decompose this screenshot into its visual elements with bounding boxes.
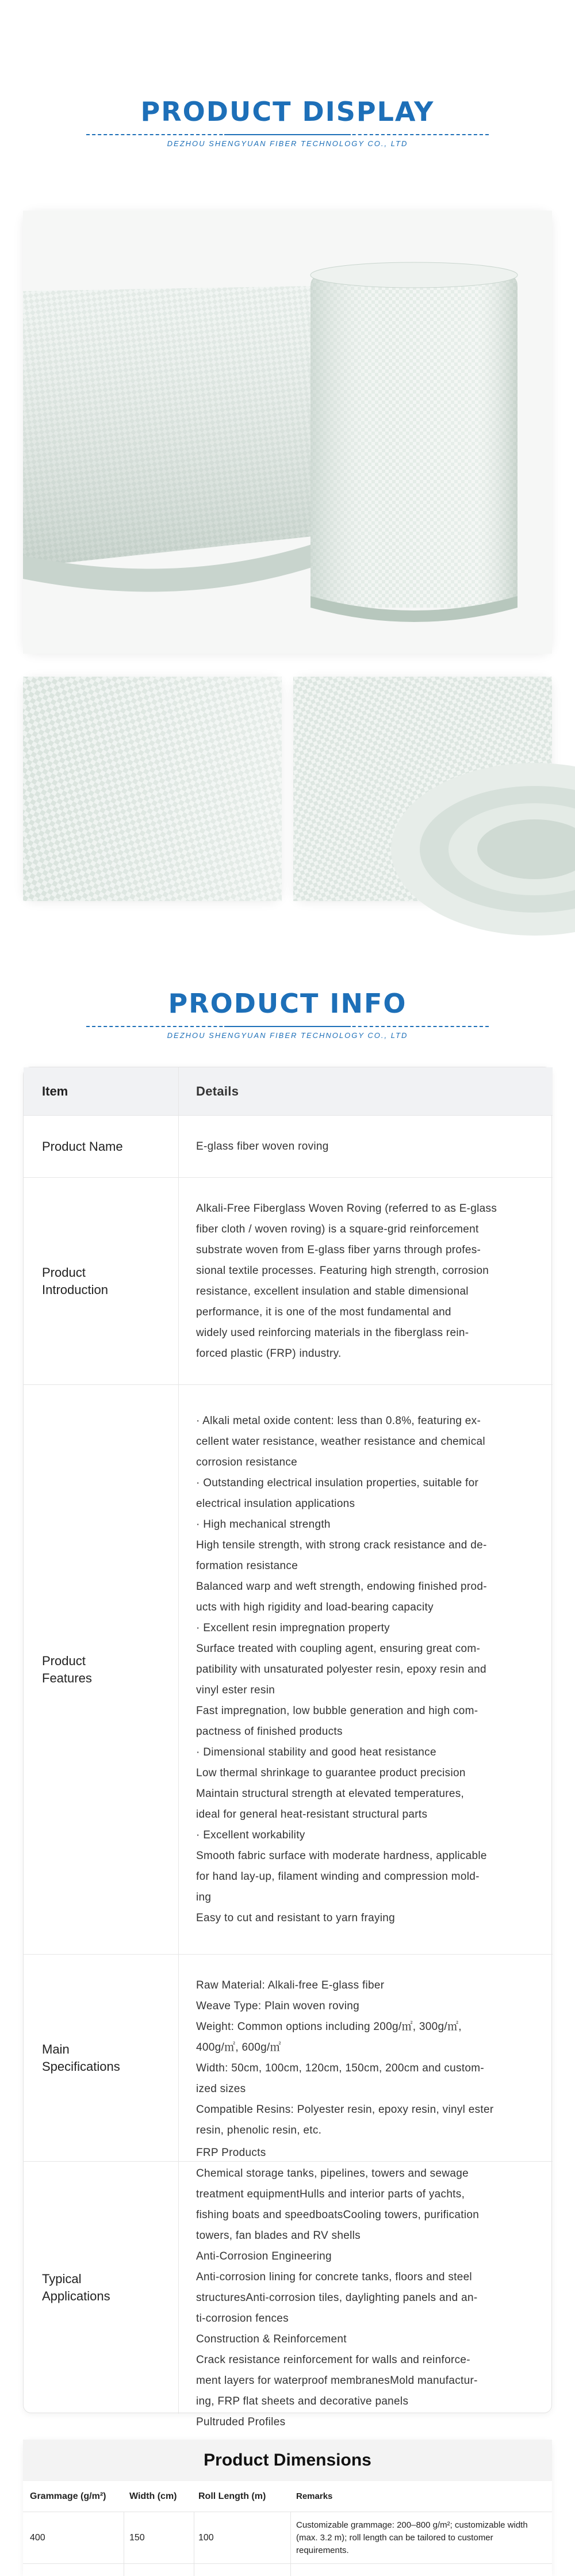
display-heading (0, 96, 575, 148)
row-label: Product Features (24, 1385, 179, 1954)
table-row-introduction (24, 1178, 553, 1385)
detail-line: forced plastic (FRP) industry. (196, 1347, 342, 1360)
detail-line: Maintain structural strength at elevated temperatures, (196, 1787, 465, 1800)
detail-line: treatment equipmentHulls and interior parts of yachts, (196, 2188, 465, 2200)
detail-line: Fast impregnation, low bubble generation and high com- (196, 1704, 478, 1717)
row-details (179, 1955, 553, 2161)
detail-line: Smooth fabric surface with moderate hardness, applicable (196, 1849, 487, 1862)
detail-line: · Dimensional stability and good heat resistance (196, 1746, 436, 1758)
detail-line: Compatible Resins: Polyester resin, epoxy resin, vinyl ester (196, 2103, 494, 2116)
table-row-applications (24, 2147, 553, 2428)
detail-line: ing (196, 1891, 212, 1903)
detail-line: FRP Products (196, 2147, 266, 2159)
table-row-specifications (24, 1955, 553, 2162)
dim-grammage: 400 (30, 2532, 45, 2543)
detail-line: Chemical storage tanks, pipelines, towers and sewage (196, 2167, 469, 2180)
row-label: Product Introduction (24, 1178, 179, 1384)
detail-line: ti-corrosion fences (196, 2312, 289, 2325)
detail-line: Balanced warp and weft strength, endowing finished prod- (196, 1580, 487, 1593)
detail-line: · Excellent resin impregnation property (196, 1621, 390, 1634)
detail-line: ment layers for waterproof membranesMold manufactur- (196, 2375, 478, 2387)
info-divider (86, 1024, 489, 1029)
product-photo-detail-right (293, 677, 552, 901)
product-dimensions-table (23, 2440, 552, 2576)
detail-line: substrate woven from E-glass fiber yarns through profes- (196, 1243, 481, 1256)
detail-line: High tensile strength, with strong crack resistance and de- (196, 1539, 487, 1551)
detail-line: · High mechanical strength (196, 1518, 331, 1531)
table-header-row (24, 1067, 553, 1116)
detail-line: resistance, excellent insulation and stable dimensional (196, 1285, 469, 1297)
detail-line: resin, phenolic resin, etc. (196, 2124, 322, 2136)
detail-line: Anti-corrosion lining for concrete tanks, floors and steel (196, 2271, 472, 2283)
row-label: Typical Applications (24, 2162, 179, 2414)
detail-line: · Outstanding electrical insulation properties, suitable for (196, 1476, 479, 1489)
row-label: Main Specifications (24, 1955, 179, 2161)
detail-line: formation resistance (196, 1559, 298, 1572)
dim-header-width: Width (cm) (129, 2491, 177, 2501)
product-info-table (23, 1067, 552, 2428)
detail-line: sional textile processes. Featuring high strength, corrosion (196, 1264, 489, 1277)
detail-line: Crack resistance reinforcement for walls and reinforce- (196, 2354, 470, 2366)
detail-line: vinyl ester resin (196, 1684, 275, 1696)
detail-line: E-glass fiber woven roving (196, 1140, 329, 1152)
detail-line: Anti-Corrosion Engineering (196, 2250, 332, 2262)
detail-line: Surface treated with coupling agent, ensuring great com- (196, 1642, 481, 1655)
detail-line: structuresAnti-corrosion tiles, daylighting panels and an- (196, 2292, 478, 2304)
detail-line: electrical insulation applications (196, 1497, 355, 1510)
detail-line: Width: 50cm, 100cm, 120cm, 150cm, 200cm and custom- (196, 2062, 485, 2074)
detail-line: pactness of finished products (196, 1725, 343, 1738)
row-details (179, 1385, 553, 1954)
dim-column-divider (290, 2512, 291, 2576)
detail-line: towers, fan blades and RV shells (196, 2230, 361, 2242)
detail-line: ucts with high rigidity and load-bearing capacity (196, 1601, 434, 1613)
detail-line: ing, FRP flat sheets and decorative panels (196, 2395, 409, 2407)
dimensions-title: Product Dimensions (23, 2440, 552, 2481)
detail-line: widely used reinforcing materials in the fiberglass rein- (196, 1326, 469, 1339)
dim-header-roll-length: Roll Length (m) (198, 2491, 266, 2501)
detail-line: Low thermal shrinkage to guarantee product precision (196, 1766, 466, 1779)
display-subtitle: DEZHOU SHENGYUAN FIBER TECHNOLOGY CO., LTD (167, 139, 408, 148)
display-divider (86, 132, 489, 137)
dim-header-grammage: Grammage (g/m²) (30, 2491, 106, 2501)
detail-line: Weave Type: Plain woven roving (196, 1999, 359, 2012)
dim-roll-length: 100 (198, 2532, 214, 2543)
detail-line: 400g/㎡, 600g/㎡ (196, 2041, 281, 2054)
dimensions-row (23, 2512, 552, 2564)
info-title: PRODUCT INFO (168, 988, 407, 1019)
row-details (179, 1116, 553, 1177)
detail-line: performance, it is one of the most fundamental and (196, 1306, 451, 1318)
product-photo-detail-left (23, 677, 282, 901)
header-item: Item (24, 1067, 179, 1115)
detail-line: corrosion resistance (196, 1456, 298, 1468)
display-title: PRODUCT DISPLAY (140, 96, 435, 127)
dim-remarks: Customizable grammage: 200–800 g/m²; customizable width (max. 3.2 m); roll length can be tailored to customer requirements. (296, 2520, 528, 2555)
detail-line: Weight: Common options including 200g/㎡, 300g/㎡, (196, 2020, 462, 2033)
detail-line: Easy to cut and resistant to yarn fraying (196, 1911, 396, 1924)
detail-line: Pultruded Profiles (196, 2416, 286, 2428)
product-photo-main (23, 211, 552, 654)
dimensions-header-row (23, 2481, 552, 2512)
dim-width: 150 (129, 2532, 145, 2543)
info-heading (0, 987, 575, 1040)
table-row-features (24, 1385, 553, 1955)
row-details (179, 1178, 553, 1384)
detail-line: ideal for general heat-resistant structural parts (196, 1808, 428, 1821)
row-label: Product Name (24, 1116, 179, 1177)
detail-line: for hand lay-up, filament winding and compression mold- (196, 1870, 480, 1883)
dim-header-remarks: Remarks (296, 2491, 333, 2501)
row-details (179, 2147, 553, 2428)
header-details: Details (196, 1083, 239, 1098)
detail-line: fiber cloth / woven roving) is a square-grid reinforcement (196, 1223, 479, 1235)
detail-line: Construction & Reinforcement (196, 2333, 347, 2345)
detail-line: Alkali-Free Fiberglass Woven Roving (referred to as E-glass (196, 1202, 497, 1215)
detail-line: Raw Material: Alkali-free E-glass fiber (196, 1979, 385, 1991)
detail-line: fishing boats and speedboatsCooling towers, purification (196, 2209, 480, 2221)
table-row-product-name (24, 1116, 553, 1178)
detail-line: patibility with unsaturated polyester resin, epoxy resin and (196, 1663, 486, 1676)
detail-line: · Alkali metal oxide content: less than 0.8%, featuring ex- (196, 1414, 481, 1427)
detail-line: · Excellent workability (196, 1829, 305, 1841)
detail-line: ized sizes (196, 2082, 246, 2095)
detail-line: cellent water resistance, weather resistance and chemical (196, 1435, 485, 1448)
info-subtitle: DEZHOU SHENGYUAN FIBER TECHNOLOGY CO., LTD (167, 1031, 408, 1040)
